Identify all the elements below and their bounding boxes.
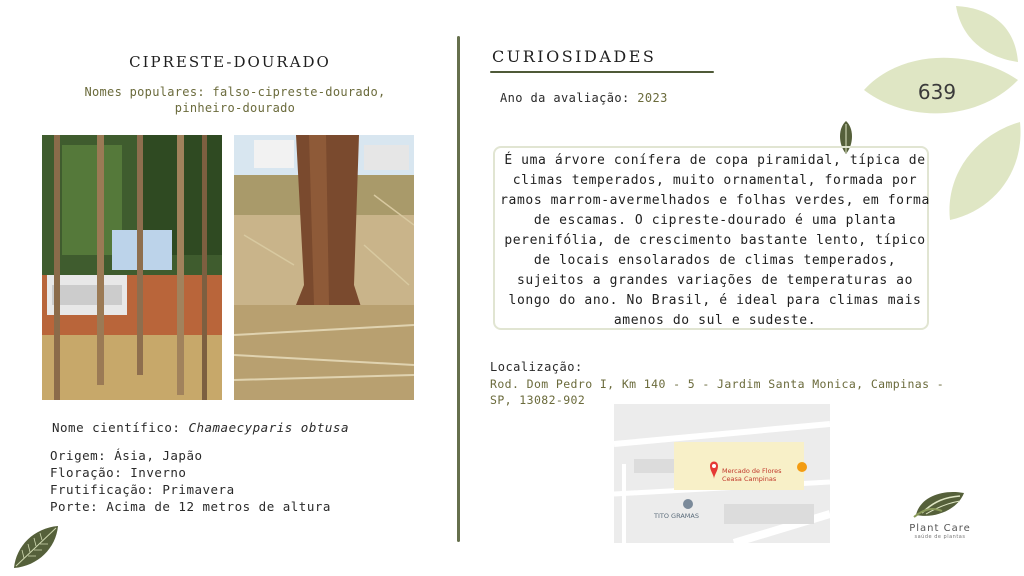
- logo-tagline: saúde de plantas: [914, 534, 966, 540]
- map-place-line1: Mercado de Flores: [722, 467, 782, 475]
- scientific-name: [52, 420, 349, 435]
- logo-leaf-icon: [912, 487, 968, 519]
- location-map[interactable]: [614, 404, 830, 543]
- map-place-line2: Ceasa Campinas: [722, 475, 777, 483]
- year-label: Ano da avaliação:: [500, 91, 630, 105]
- popular-names: [50, 84, 420, 116]
- logo-name: Plant Care: [909, 523, 971, 534]
- title-underline: [490, 71, 714, 73]
- food-pin-icon: [797, 462, 807, 472]
- place-pin-icon: [683, 499, 693, 509]
- leaf-top-icon: [956, 6, 1018, 62]
- description-text: É uma árvore conífera de copa piramidal, típica de climas temperados, muito ornamental, formada por ramos marrom-avermelhados e folhas verdes, em forma de escamas. O cipreste-dourado é uma planta perenifólia, de crescimento bastante lento, típico de locais ensolarados de climas temperados, sujeitos a grandes variações de temperaturas ao longo do ano. No Brasil, é ideal para climas mais amenos do sul e sudeste.: [500, 153, 930, 328]
- map-secondary-place: TITO GRAMAS: [654, 512, 699, 520]
- brand-logo: [900, 487, 980, 540]
- fact-flowering: Floração: Inverno: [50, 465, 187, 480]
- evaluation-number: 639: [917, 80, 957, 104]
- section-title: CURIOSIDADES: [492, 47, 657, 66]
- fact-fruiting: Frutificação: Primavera: [50, 482, 235, 497]
- tree-photo-1: [42, 135, 222, 400]
- plant-title: CIPRESTE-DOURADO: [129, 53, 331, 71]
- year-value: 2023: [637, 91, 668, 105]
- column-divider: [457, 36, 460, 542]
- fact-size: Porte: Acima de 12 metros de altura: [50, 499, 331, 514]
- location-label: Localização:: [490, 360, 583, 374]
- tree-photo-2: [234, 135, 414, 400]
- bottom-leaf-icon: [10, 522, 62, 570]
- leaf-bottom-icon: [949, 122, 1020, 220]
- plant-facts: [50, 447, 331, 515]
- popular-names-value: falso-cipreste-dourado, pinheiro-dourado: [174, 85, 386, 115]
- fact-origin: Origem: Ásia, Japão: [50, 448, 203, 463]
- scientific-name-label: Nome científico:: [52, 420, 181, 435]
- location-address: Rod. Dom Pedro I, Km 140 - 5 - Jardim Santa Monica, Campinas - SP, 13082-902: [490, 377, 945, 407]
- evaluation-year: [500, 91, 668, 105]
- scientific-name-value: Chamaecyparis obtusa: [188, 420, 349, 435]
- popular-names-label: Nomes populares:: [84, 85, 205, 99]
